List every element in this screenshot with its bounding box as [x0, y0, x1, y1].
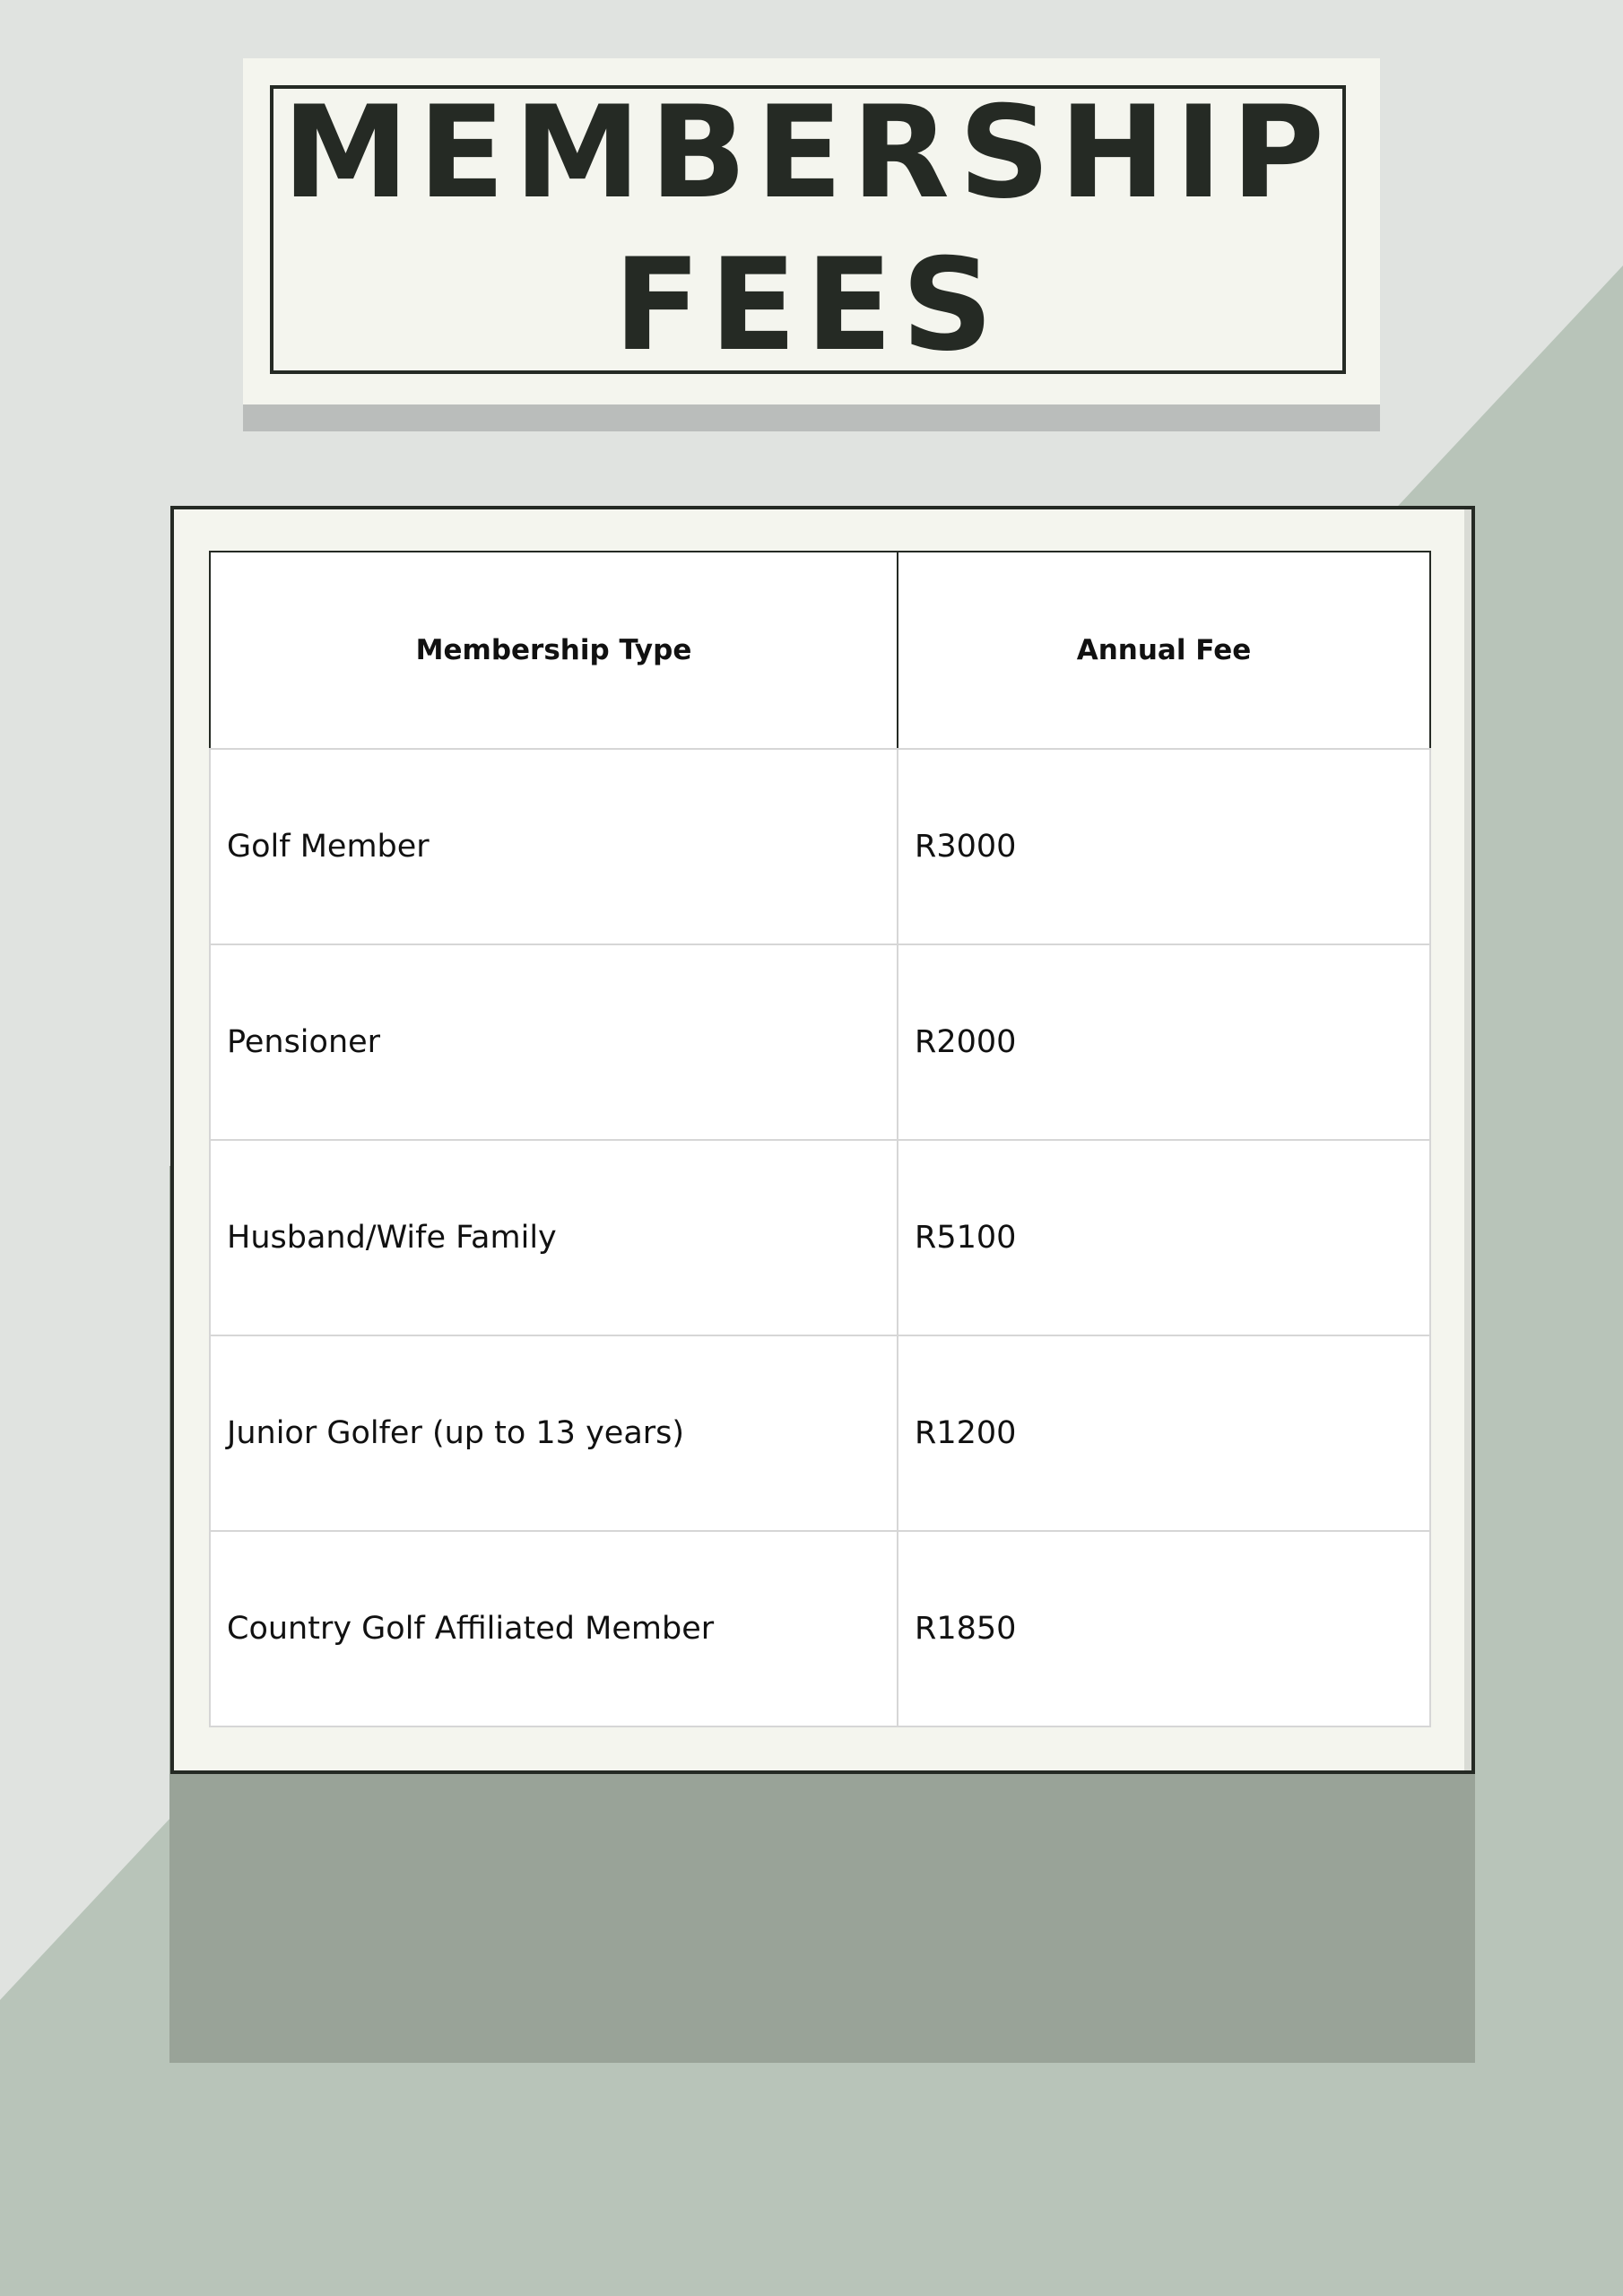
membership-type-cell: Country Golf Affiliated Member	[210, 1531, 898, 1726]
membership-type-cell: Golf Member	[210, 749, 898, 944]
title-card-shadow	[243, 402, 1380, 431]
table-row	[210, 1531, 1430, 1726]
annual-fee-cell: R5100	[898, 1140, 1430, 1335]
page-title-line-2: FEES	[613, 231, 1002, 379]
column-header-annual-fee: Annual Fee	[898, 552, 1430, 749]
table-row	[210, 1140, 1430, 1335]
membership-type-cell: Husband/Wife Family	[210, 1140, 898, 1335]
title-card	[243, 58, 1380, 404]
table-row	[210, 1335, 1430, 1531]
annual-fee-cell: R3000	[898, 749, 1430, 944]
table-row	[210, 749, 1430, 944]
column-header-membership-type: Membership Type	[210, 552, 898, 749]
fees-table-card	[170, 506, 1475, 1774]
annual-fee-cell: R1850	[898, 1531, 1430, 1726]
page-title	[282, 77, 1333, 382]
table-row	[210, 944, 1430, 1140]
table-card-edge	[1464, 509, 1471, 1770]
title-frame	[270, 79, 1346, 379]
page-title-line-1: MEMBERSHIP	[282, 79, 1334, 227]
fees-table	[209, 551, 1431, 1727]
annual-fee-cell: R2000	[898, 944, 1430, 1140]
membership-type-cell: Pensioner	[210, 944, 898, 1140]
table-header-row	[210, 552, 1430, 749]
annual-fee-cell: R1200	[898, 1335, 1430, 1531]
membership-type-cell: Junior Golfer (up to 13 years)	[210, 1335, 898, 1531]
